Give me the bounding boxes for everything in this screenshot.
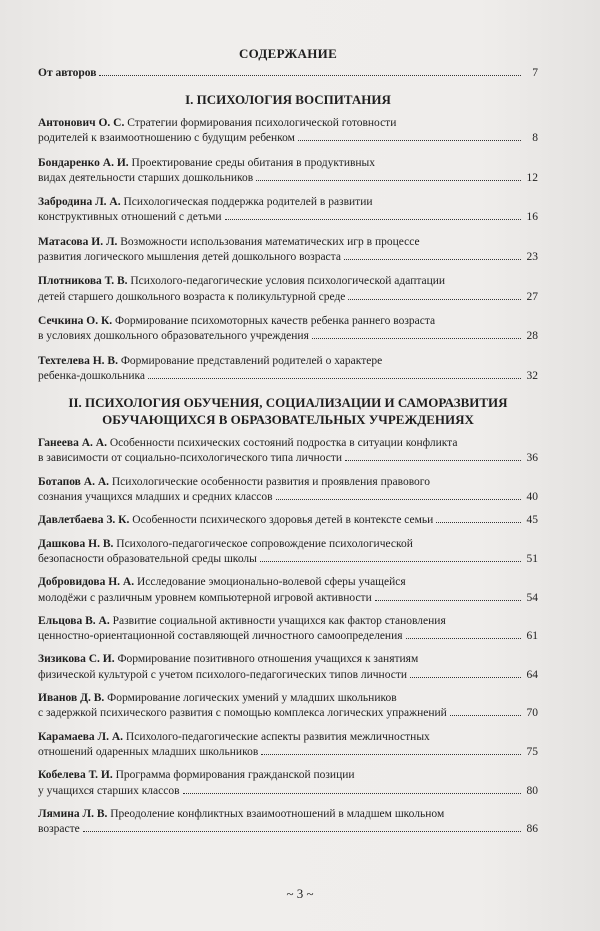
entry-author: Ганеева А. А.: [38, 437, 107, 450]
toc-entry[interactable]: [38, 436, 538, 467]
entry-title: Психолого-педагогические условия психологической адаптации: [130, 275, 446, 288]
entry-label: От авторов: [38, 67, 97, 79]
entry-title: Особенности психических состояний подростка в ситуации конфликта: [109, 437, 458, 450]
entry-page: 32: [526, 369, 538, 382]
entry-title: Программа формирования гражданской позиции: [115, 769, 355, 782]
entry-page: 80: [526, 784, 538, 797]
page-number: ~ 3 ~: [286, 886, 314, 901]
entry-title-cont: ребенка-дошкольника: [38, 369, 146, 382]
entry-author: Карамаева Л. А.: [38, 730, 124, 743]
entry-page: 86: [526, 823, 538, 836]
toc: [38, 46, 538, 845]
entry-author: Техтелева Н. В.: [38, 354, 118, 367]
entry-author: Ельцова В. А.: [38, 614, 110, 627]
entry-page: 51: [526, 552, 538, 565]
entry-page: 28: [526, 330, 538, 343]
entry-title: Проектирование среды обитания в продуктивных: [131, 156, 376, 169]
dot-leader: [183, 793, 521, 794]
dot-leader: [261, 754, 521, 755]
dot-leader: [450, 715, 521, 716]
entry-title-cont: видах деятельности старших дошкольников: [38, 171, 254, 184]
entry-title-cont: детей старшего дошкольного возраста к поликультурной среде: [38, 290, 346, 303]
entry-author: Забродина Л. А.: [38, 196, 121, 209]
toc-entry[interactable]: [38, 235, 538, 266]
toc-entry[interactable]: [38, 730, 538, 761]
entry-title: Психолого-педагогическое сопровождение психологической: [116, 537, 413, 550]
entry-author: Бондаренко А. И.: [38, 156, 129, 169]
dot-leader: [148, 378, 521, 379]
entry-title-cont: сознания учащихся младших и средних классов: [38, 491, 273, 504]
entry-title: Формирование представлений родителей о характере: [120, 354, 383, 367]
toc-entry[interactable]: [38, 768, 538, 799]
entry-title-cont: родителей к взаимоотношению с будущим ребенком: [38, 132, 295, 145]
entry-title-cont: безопасности образовательной среды школы: [38, 552, 257, 565]
entry-title: Стратегии формирования психологической готовности: [127, 117, 397, 129]
entry-title: Формирование психомоторных качеств ребенка раннего возраста: [115, 314, 436, 327]
toc-entry[interactable]: [38, 614, 538, 645]
dot-leader: [225, 219, 521, 220]
entry-title-cont: развития логического мышления детей дошкольного возраста: [38, 251, 341, 264]
section-2-title-line1: II. ПСИХОЛОГИЯ ОБУЧЕНИЯ, СОЦИАЛИЗАЦИИ И САМОРАЗВИТИЯ: [68, 395, 508, 411]
from-authors-entry[interactable]: [38, 66, 538, 81]
dot-leader: [345, 460, 521, 461]
dot-leader: [256, 180, 521, 181]
entry-author: Сечкина О. К.: [38, 314, 113, 327]
entry-title: Исследование эмоционально-волевой сферы учащейся: [136, 576, 406, 589]
entry-title-cont: конструктивных отношений с детьми: [38, 211, 222, 224]
entry-title: Преодоление конфликтных взаимоотношений в младшем школьном: [110, 807, 445, 820]
entry-page: 36: [526, 452, 538, 465]
entry-title-cont: физической культурой с учетом психолого-педагогических типов личности: [38, 668, 408, 681]
entry-title-cont: в условиях дошкольного образовательного учреждения: [38, 330, 309, 343]
dot-leader: [83, 831, 521, 832]
entry-page: 61: [526, 630, 538, 643]
entry-title-cont: ценностно-ориентационной составляющей личностного самоопределения: [38, 630, 403, 643]
toc-entry[interactable]: [38, 575, 538, 606]
entry-page: 16: [526, 211, 538, 224]
entry-page: 45: [526, 514, 538, 527]
toc-entry[interactable]: [38, 537, 538, 568]
section-1-entries: [38, 116, 538, 384]
entry-page: 70: [526, 707, 538, 720]
toc-entry[interactable]: [38, 475, 538, 506]
toc-entry[interactable]: [38, 691, 538, 722]
entry-title: Психологическая поддержка родителей в развитии: [123, 196, 373, 209]
entry-title: Психолого-педагогические аспекты развития межличностных: [125, 730, 430, 743]
toc-entry[interactable]: [38, 116, 538, 147]
toc-title: СОДЕРЖАНИЕ: [238, 46, 338, 61]
entry-title: Психологические особенности развития и проявления правового: [111, 475, 430, 488]
dot-leader: [99, 75, 521, 76]
entry-page: 8: [532, 132, 538, 145]
entry-author: Лямина Л. В.: [38, 807, 108, 820]
entry-page: 27: [526, 290, 538, 303]
dot-leader: [298, 140, 521, 141]
toc-entry[interactable]: [38, 274, 538, 305]
section-2-entries: [38, 436, 538, 837]
entry-author: Иванов Д. В.: [38, 692, 105, 705]
entry-title-cont: молодёжи с различным уровнем компьютерной игровой активности: [38, 591, 372, 604]
entry-page: 23: [526, 251, 538, 264]
entry-author: Зизикова С. И.: [38, 653, 115, 666]
toc-entry[interactable]: [38, 314, 538, 345]
entry-author: Плотникова Т. В.: [38, 275, 128, 288]
entry-title: Развитие социальной активности учащихся как фактор становления: [112, 614, 446, 627]
dot-leader: [410, 677, 521, 678]
entry-page: 7: [532, 67, 538, 79]
toc-entry[interactable]: [38, 513, 538, 528]
entry-author: Добровидова Н. А.: [38, 576, 135, 589]
entry-page: 40: [526, 491, 538, 504]
entry-title-cont: с задержкой психического развития с помощью комплекса логических упражнений: [38, 707, 447, 720]
dot-leader: [406, 638, 521, 639]
dot-leader: [276, 499, 521, 500]
entry-author: Ботапов А. А.: [38, 475, 109, 488]
toc-entry[interactable]: [38, 807, 538, 838]
entry-page: 64: [526, 668, 538, 681]
entry-title: Особенности психического здоровья детей в контексте семьи: [132, 514, 434, 527]
dot-leader: [375, 600, 521, 601]
toc-entry[interactable]: [38, 652, 538, 683]
entry-page: 75: [526, 745, 538, 758]
entry-title-cont: возрасте: [38, 823, 80, 836]
entry-author: Матасова И. Л.: [38, 235, 118, 248]
section-1-title: I. ПСИХОЛОГИЯ ВОСПИТАНИЯ: [185, 92, 391, 107]
entry-page: 12: [526, 171, 538, 184]
entry-author: Антонович О. С.: [38, 117, 125, 129]
dot-leader: [260, 561, 521, 562]
entry-title: Возможности использования математических игр в процессе: [120, 235, 420, 248]
entry-title: Формирование логических умений у младших школьников: [107, 692, 397, 705]
entry-title: Формирование позитивного отношения учащихся к занятиям: [117, 653, 419, 666]
entry-author: Давлетбаева З. К.: [38, 514, 130, 527]
dot-leader: [436, 522, 521, 523]
entry-author: Кобелева Т. И.: [38, 769, 113, 782]
entry-title-cont: у учащихся старших классов: [38, 784, 180, 797]
entry-title-cont: в зависимости от социально-психологического типа личности: [38, 452, 343, 465]
dot-leader: [312, 338, 521, 339]
toc-entry[interactable]: [38, 156, 538, 187]
dot-leader: [344, 259, 521, 260]
toc-entry[interactable]: [38, 195, 538, 226]
entry-author: Дашкова Н. В.: [38, 537, 114, 550]
toc-entry[interactable]: [38, 354, 538, 385]
entry-page: 54: [526, 591, 538, 604]
entry-title-cont: отношений одаренных младших школьников: [38, 745, 259, 758]
section-2-title-line2: ОБУЧАЮЩИХСЯ В ОБРАЗОВАТЕЛЬНЫХ УЧРЕЖДЕНИЯХ: [102, 412, 474, 428]
dot-leader: [348, 299, 521, 300]
